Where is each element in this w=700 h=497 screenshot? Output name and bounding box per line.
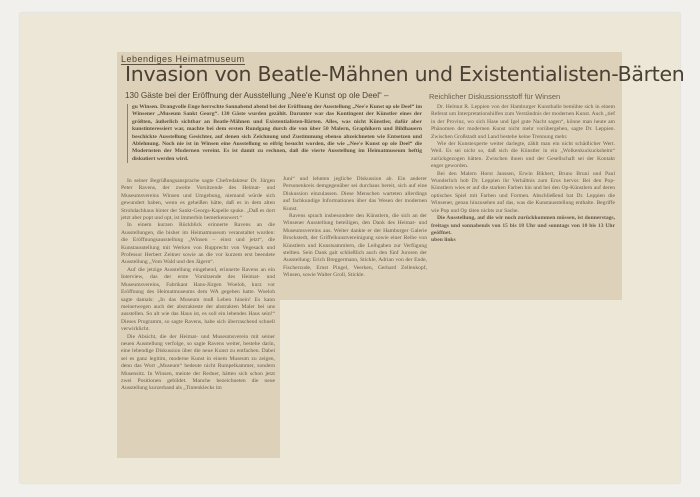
subheadline-secondary: Reichlicher Diskussionsstoff für Winsen — [429, 92, 561, 101]
paragraph: Ravens sprach insbesondere den Künstlern, die sich an der Winsener Ausstellung beteiligen, den Dank des Heimat- und Museumsvereins aus. Weiter dankte er der Hamburger Galerie Brockstedt, der Griffelkunstvereinigung sowie einer Reihe von Künstlern und Kunstsammlern, die Leihgaben zur Verfügung stellten. Sein Dank galt schließlich auch den fünf Juroren der Ausstellung: Erich Breggermann, Stickle, Adrian von der Ende, Fischerzude, Ernst Pingel, Veerken, Gerhard Zellenkopf, Winsen, sowie Walter Groll, Stickle. — [283, 213, 427, 279]
closing-paragraph: Die Ausstellung, auf die wir noch zurückkommen müssen, ist donnerstags, freitags und sonnabends von 15 bis 18 Uhr und sonntags von 10 bis 13 Uhr geöffnet. — [431, 215, 615, 236]
paragraph: Bei den Malern Horst Janssen, Erwin Bikhert, Bruno Bruni und Paul Wunderlich hob Dr. Leppien ihr Verhältnis zum Eros hervor. Bei den Pop-Künstlern wies er auf die starken Farben hin und bei den Op-Künstlern auf deren optisches Spiel mit Farben und Formen. Abschließend bat Dr. Leppien die Winsener, genau hinzusehen auf das, was die Kunstausstellung enthalte. Begriffe wie Pop und Op täten nichts zur Sache. — [431, 170, 615, 214]
caption: uben links — [431, 237, 456, 244]
paragraph: In einem kurzen Rückblick erinnerte Ravens an die Ausstellungen, die bisher im Heimatmuseum veranstaltet wurden: die Eröffnungsausstellung „Winsen – einst und jetzt“, die Kunstausstellung mit Werken von Rupprecht von Vegesack und Professor Herbert Zeitner sowie an die vor kurzem erst beendete Ausstellung „Vom Wald und den Jägern“. — [121, 222, 275, 266]
subheadline: 130 Gäste bei der Eröffnung der Ausstellung „Nee'e Kunst op ole Deel“ – — [125, 91, 389, 100]
paragraph: Wie der Kunstexperte weiter darlegte, zählt man ein nicht schädlicher Wert. Weil. Es sei nicht so, daß sich die Künstler in ein „Wolkenkuckucksheim“ zurückgezogen hätten. Zwischen ihnen und der Gesellschaft sei der Kontakt enger geworden. — [431, 141, 615, 170]
paragraph: Die Absicht, die der Heimat- und Museumsverein mit seiner neuen Ausstellung verfolge, so sagte Ravens weiter, bestehe darin, eine lebendige Diskussion über die neue Kunst zu entfachen. Dabei sei es ganz legitim, moderne Kunst in einem Museum zu zeigen, denn das Wort „Museum“ bedeute nicht Rumpelkammer, sondern Musensitz. In Winsen, meinte der Redner, hätten sich schon jetzt zwei Positionen gebildet. Manche bezeichneten die neue Ausstellung kurzerhand als „Tintenklecks im — [121, 333, 275, 392]
paragraph: In seiner Begrüßungsansprache sagte Chefredakteur Dr. Jürgen Peter Ravens, der zweite Vorsitzende des Heimat- und Museumsvereins Winsen und Umgebung, niemand würde sich gewundert haben, wenn es geheißen hätte, daß es in dem alten Strohdachhaus hinter der Sankt-Georgs-Kapelle spuke. „Daß es dort jetzt aber popt und opt, ist immerhin bemerkenswert.“ — [121, 178, 275, 222]
article-column-1 — [121, 178, 275, 393]
paragraph: Auf die jetzige Ausstellung eingehend, erinnerte Ravens an ein Interview, das der erste Vorsitzende des Heimat- und Museumsvereins, Fabrikant Hans-Jürgen Woeloh, kurz vor Eröffnung des Heimatmuseums dem WA gegeben hatte. Woeloh sagte damals: „In das Museum muß Leben hinein! Es kann meinetwegen auch der abstrakteste der abstrakten Maler bei uns ausstellen. So alt wie das Haus ist, es soll ein lebendes Haus sein!“ Dieses Programm, so sagte Ravens, habe sich überraschend schnell verwirklicht. — [121, 266, 275, 333]
section-kicker: Lebendiges Heimatmuseum — [121, 54, 245, 64]
paragraph: Juni“ und lehnten jegliche Diskussion ab. Ein anderer Personenkreis demgegenüber sei durchaus bereit, sich auf eine Diskussion einzulassen. Diese Menschen warteten allerdings auf fachkundige Informationen über das Wesen der modernen Kunst. — [283, 176, 427, 212]
headline: Invasion von Beatle-Mähnen und Existentialisten-Bärten — [125, 62, 685, 86]
paragraph: Dr. Helmut R. Leppien von der Hamburger Kunsthalle bemühte sich in einem Referat um Interpretationshilfen zum Verständnis der modernen Kunst. Auch „tief in der Provinz, wo sich Hase und Igel gute Nacht sagen“, könne man heute am Phänomen der modernen Kunst nicht mehr vorübergehen, sagte Dr. Leppien. Zwischen Großstadt und Land bestehe keine Trennung mehr. — [431, 104, 615, 140]
newspaper-clipping-left — [117, 170, 280, 458]
article-column-3 — [431, 104, 615, 245]
article-column-2 — [283, 176, 427, 280]
intro-paragraph: gu Winsen. Drangvolle Enge herrschte Sonnabend abend bei der Eröffnung der Ausstellung „Nee'e Kunst op ole Deel“ im Winsener „Museum Sankt Georg“. 130 Gäste wurden gezählt. Darunter war das Kontingent der Künstler eines der größten, äußerlich sichtbar an Beatle-Mähnen und Existentialisten-Bärten. Alles, was nicht Künstler, dafür aber kunstinteressiert war, machte bei dem ersten Rundgang durch die von über 50 Malern, Graphikern und Bildhauern beschickte Ausstellung Gesichter, auf denen sich Zeichnung und Zustimmung ebenso abzeichneten wie Entsetzen und Ablehnung. Noch nie ist in Winsen eine Ausstellung so eifrig besucht worden, die wie „Nee'e Kunst op ole Deel“ die Modernsten der Modernen vereint. Es ist damit zu rechnen, daß die vierte Ausstellung im Heimatmuseum heftig diskutiert werden wird. — [127, 104, 422, 163]
